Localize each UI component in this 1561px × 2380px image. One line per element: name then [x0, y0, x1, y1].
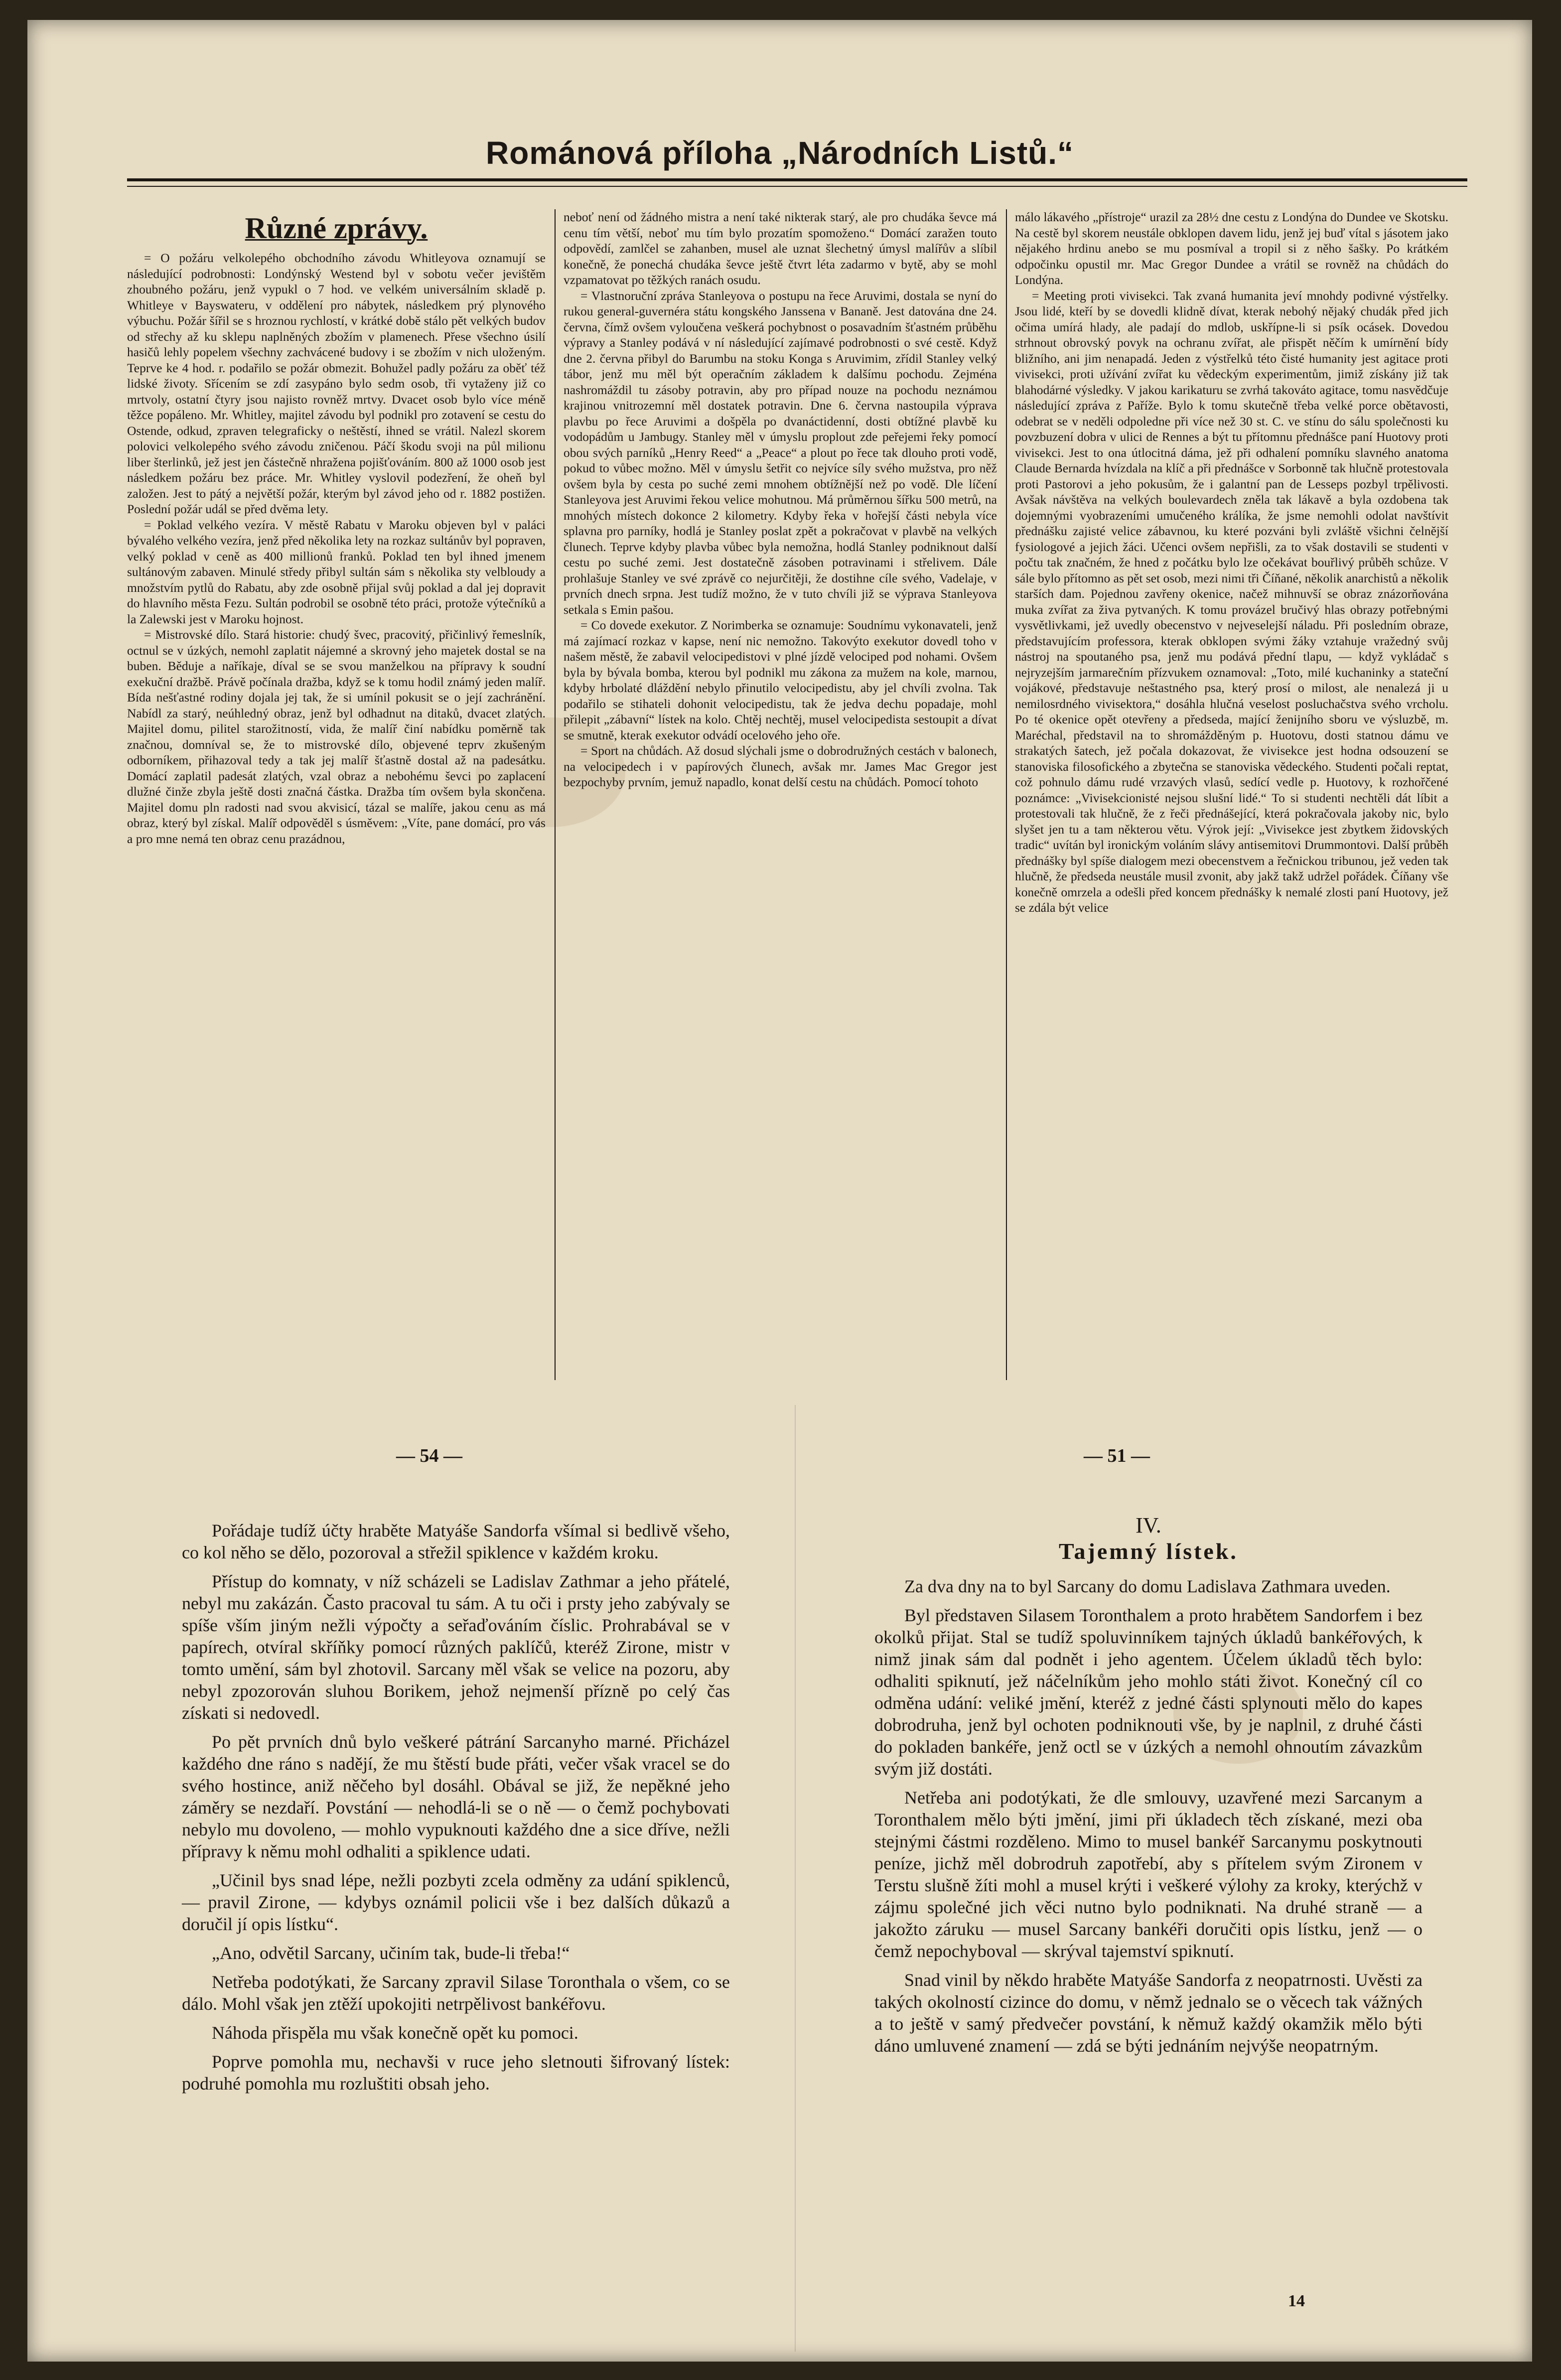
news-item: = Poklad velkého vezíra. V městě Rabatu v Maroku objeven byl v paláci bývalého velkého vezíra, jenž před několika lety na rozkaz sultánův byl popraven, velký poklad v ceně as 400 millionů franků. Poklad ten byl ihned jmenem sultánovým zabaven. Minulé středy přibyl sultán sám s několika sty velbloudy a množstvím pytlů do Rabatu, aby zde osobně přijal svůj poklad a dal jej dopravit do hlavního města Fezu. Sultán podrobil se osobně této práci, protože výtečníků a la Zalewski jest v Maroku hojnost. — [127, 517, 546, 626]
news-item: málo lákavého „přístroje“ urazil za 28½ dne cestu z Londýna do Dundee ve Skotsku. Na cestě byl skorem neustále obklopen davem lidu, jenž jej buď vítal s jásotem jako nějakého hrdinu anebo se mu posmíval a tropil si z něho šašky. Po krátkém odpočinku opustil mr. Mac Gregor Dundee a vrátil se rovněž na chůdách do Londýna. — [1015, 210, 1448, 287]
novel-paragraph: Byl představen Silasem Toronthalem a proto hrabětem Sandorfem i bez okolků přijat. Stal se tudíž spoluvinníkem tajných úkladů bankéřových, k nimž jinak sám dal podnět i jeho agentem. Účelem úkladů těch bylo: odhaliti spiknutí, jež náčelníkům jeho mohlo státi život. Konečný cíl co odměna udání: veliké jmění, kteréž z jedné části splynouti mělo do kapes dobrodruha, jenž byl ochoten podniknouti vše, by je naplnil, z druhé části do pokladen bankéře, jenž octl se v úzkých a nemohl ohnoutím závazkům svým již dostáti. — [874, 1605, 1422, 1779]
page-number-left: — 54 — — [396, 1445, 462, 1466]
novel-paragraph: Po pět prvních dnů bylo veškeré pátrání Sarcanyho marné. Přicházel každého dne ráno s nadějí, že mu štěstí bude přáti, večer však vracel se do svého hostince, aniž něčeho byl dosáhl. Obával se již, že nepěkné jeho záměry se nezdaří. Povstání — nehodlá-li se o ně — o čemž pochybovati nebylo mu dovoleno, — mohlo vypuknouti každého dne a sice dříve, nežli přípravy k němu mohl odhaliti a spiklence udati. — [182, 1732, 730, 1861]
chapter-title: Tajemný lístek. — [1059, 1539, 1238, 1564]
novel-paragraph: Snad vinil by někdo hraběte Matyáše Sandorfa z neopatrnosti. Uvěsti za takých okolností cizince do domu, v němž jednalo se o věcech tak vážných a to ještě v samý předvečer povstání, k němuž každý okamžik mělo býti dáno umluvené znamení — zdá se býti jednáním nejvýše neopatrným. — [874, 1970, 1422, 2056]
news-item: = Sport na chůdách. Až dosud slýchali jsme o dobrodružných cestách v balonech, na velocipedech i v papírových člunech, avšak mr. James Mac Gregor jest bezpochyby prvním, jemuž napadlo, konat delší cestu na chůdách. Pomocí tohoto — [564, 743, 997, 789]
novel-paragraph: Netřeba ani podotýkati, že dle smlouvy, uzavřené mezi Sarcanym a Toronthalem mělo býti jmění, jimi při úkladech těch získané, mezi oba stejnými částmi rozděleno. Mimo to musel bankéř Sarcanymu poskytnouti peníze, jichž měl dobrodruh zapotřebí, aby s přítelem svým Zironem v Terstu slušně žíti mohl a musel krýti i veškeré výlohy za kroky, kterýchž v zájmu společné jich věci nutno bylo podniknati. Na druhé straně — a jakožto záruku — musel Sarcany bankéři doručiti opis lístku, jenž — o čemž nepochyboval — skrýval tajemství spiknutí. — [874, 1788, 1422, 1961]
chapter-number: IV. — [1135, 1513, 1161, 1538]
page-header: Románová příloha „Národních Listů.“ — [486, 135, 1074, 171]
header-rule-thin — [127, 186, 1467, 187]
novel-page-left — [182, 1520, 730, 2101]
header-rule — [127, 178, 1467, 181]
news-item: neboť není od žádného mistra a není také nikterak starý, ale pro chudáka ševce má cenu tím větší, neboť mu tím bylo prozatím spomoženo.“ Domácí zaražen touto odpovědí, zamlčel se zahanben, musel ale uznat šlechetný úmysl malířův a slíbil konečně, že ponechá chudáka ševce ještě čtvrt léta zadarmo v bytě, aby se mohl vzpamatovat po těžkých ranách osudu. — [564, 210, 997, 287]
novel-paragraph: Náhoda přispěla mu však konečně opět ku pomoci. — [212, 2023, 578, 2043]
novel-paragraph: „Ano, odvětil Sarcany, učiním tak, bude-li třeba!“ — [212, 1943, 570, 1963]
novel-paragraph: Za dva dny na to byl Sarcany do domu Ladislava Zathmara uveden. — [904, 1576, 1391, 1596]
novel-paragraph: Přístup do komnaty, v níž scházeli se Ladislav Zathmar a jeho přátelé, nebyl mu zakázán. Často pracoval tu sám. A tu oči i prsty jeho zabývaly se spíše vším jiným nežli výpočty a seřaďováním číslic. Prohrabával se v papírech, otvíral skříňky pomocí různých paklíčů, kteréž Zirone, mistr v tomto umění, sám byl zhotovil. Sarcany měl však se velice na pozoru, aby nebyl zpozorován sluhou Borikem, jehož nejmenší přízně po celý čas získati si nedovedl. — [182, 1571, 730, 1723]
column-divider — [1006, 209, 1007, 1380]
page-number-bottom: 14 — [1288, 2292, 1305, 2310]
news-column-2 — [564, 209, 997, 790]
page-number-right: — 51 — — [1084, 1445, 1150, 1466]
novel-paragraph: Poprve pomohla mu, nechavši v ruce jeho sletnouti šifrovaný lístek: podruhé pomohla mu rozluštiti obsah jeho. — [182, 2052, 730, 2094]
news-item: = Vlastnoruční zpráva Stanleyova o postupu na řece Aruvimi, dostala se nyní do rukou general-guvernéra státu kongského Janssena v Bananě. Jest datována dne 24. června, čímž ovšem vyloučena veškerá pochybnost o posavadním šťastném průběhu výpravy a Stanley podává v ní následující zajímavé podrobnosti o své cestě. Když dne 2. června přibyl do Barumbu na stoku Konga s Aruvimim, zřídil Stanley velký tábor, jenž mu měl být operačním základem k dalšímu pochodu. Zejména nashromáždil tu zásoby potravin, aby pro případ nouze na pochodu neznámou krajinou vnitrozemní měl dostatek potravin. Dne 6. června nastoupila výprava plavbu po řece Aruvimi a došpěla po dvanáctidenní, dosti obtížné plavbě ku vodopádům u Jambugy. Stanley měl v úmyslu proplout zde peřejemi řeky pomocí obou svých parníků „Henry Reed“ a „Peace“ a plout po řece tak dlouho proti vodě, pokud to vůbec možno. Měl v úmyslu šetřit co nejvíce síly svého mužstva, pro něž ovšem byla by cesta po suché zemi mnohem obtížnější než po vodě. Dle líčení Stanleyova jest Aruvimi řekou velice mohutnou. Má průměrnou šířku 500 metrů, na mnohých místech dokonce 2 kilometry. Kdyby řeka v hořejší části nebyla více splavna pro parníky, hodlá je Stanley poslat zpět a pokračovat v plavbě na velkých člunech. Teprve kdyby plavba vůbec byla nemožna, hodlá Stanley podniknout další cestu po suché zemi. Jest dostatečně zásoben potravinami i střelivem. Dále prohlašuje Stanley ve své zprávě co nejurčitěji, že dostihne cíle svého, Vadelaje, v prvních dnech srpna. Jest tudíž možno, že v tuto chvíli již se výprava Stanleyova setkala s Emin pašou. — [564, 288, 997, 617]
news-column-1 — [127, 209, 546, 846]
news-item: = Co dovede exekutor. Z Norimberka se oznamuje: Soudnímu vykonavateli, jenž má zajímací rozkaz v kapse, není nic nemožno. Takovýto exekutor dovedl toho v našem městě, že zabavil velocipedistovi v plné jízdě velociped pod nohami. Ovšem byla by bývala bomba, kterou byl podnikl mu zákona za mužem na kole, marnou, kdyby hrbolaté dláždění nebylo přinutilo velocipedistu, aby jel chvíli zvolna. Tak podařilo se stihateli dohonit velocipedistu, tak že jedva dechu popadaje, mohl přilepit „zábavní“ lístek na kolo. Chtěj nechtěj, musel velocipedista sestoupit a dívat se smutně, kterak exekutor odvádí ocelového jeho oře. — [564, 618, 997, 742]
novel-paragraph: Netřeba podotýkati, že Sarcany zpravil Silase Toronthala o všem, co se dálo. Mohl však jen ztěží upokojiti netrpělivost bankéřovu. — [182, 1972, 730, 2014]
column-divider — [555, 209, 556, 1380]
section-heading: Různé zprávy. — [245, 212, 428, 245]
novel-paragraph: Pořádaje tudíž účty hraběte Matyáše Sandorfa všímal si bedlivě všeho, co kol něho se dělo, pozoroval a střežil spiklence v každém kroku. — [182, 1521, 730, 1562]
news-item: = Mistrovské dílo. Stará historie: chudý švec, pracovitý, přičinlivý řemeslník, octnul se v úzkých, nemohl zaplatit nájemné a skrovný jeho majetek dostal se na buben. Běduje a naříkaje, díval se se svou manželkou na přípravy k soudní exekuční dražbě. Právě počínala dražba, když se k tomu hodil známý jeden malíř. Bída nešťastné rodiny dojala jej tak, že si umínil pokusit se o její zachránění. Nabídl za starý, neúhledný obraz, jenž byl odhadnut na ditaků, dvacet zlatých. Majitel domu, pilitel starožitností, vida, že malíř činí nabídku poměrně tak značnou, domníval se, že to mistrovské dílo, objevené teprv zkušeným odborníkem, přihazoval tedy a tak jej malíř šťastně dostal až na padesátku. Domácí zaplatil padesát zlatých, vzal obraz a nebohému ševci po zaplacení dlužné činže zbyla ještě dosti značná částka. Dražba tím ovšem byla skončena. Majitel domu pln radosti nad svou akvisicí, tázal se malíře, jakou cenu as má obraz, který byl získal. Malíř odpověděl s úsměvem: „Víte, pane domácí, pro vás a pro mne nemá ten obraz cenu prazádnou, — [127, 627, 546, 846]
news-item: = Meeting proti vivisekci. Tak zvaná humanita jeví mnohdy podivné výstřelky. Jsou lidé, kteří by se dovedli klidně dívat, kterak nebohý nějaký chudák před jich očima umírá hlady, ale padají do mdlob, uskřípne-li si psík ocásek. Dovedou strhnout obrovský povyk na ochranu zvířat, ale přispět něčím k umírnění bídy bližního, ani jim nenapadá. Jeden z výstřelků této čisté humanity jest agitace proti vivisekci, proti užívání zvířat ku vědeckým experimentům, jimiž získány již tak blahodárné výsledky. V jakou karikaturu se zvrhá takováto agitace, tomu nasvědčuje následující zpráva z Paříže. Bylo k tomu skutečně třeba velké porce obětavosti, odebrat se v neděli odpoledne při více než 30 st. C. ve stínu do sálu společnosti ku povzbuzení dobra v ulici de Rennes a být tu přítomnu přednášce paní Huotovy proti vivisekci. Jest to ona útlocitná dáma, jež při odhalení pomníku slavného anatoma Claude Bernarda hvízdala na klíč a při přednášce v Sorbonně tak hlučně protestovala proti Pastorovi a jeho pokusům, že i galantní pan de Lesseps pozbyl trpělivosti. Avšak návštěva na velkých boulevardech zněla tak lákavě a byla ozdobena tak dojemnými vyobrazeními umučeného králíka, že jsme nemohli odolat navštívit přednášku zajisté velice zábavnou, ku které pozváni byli zvláště všichni čelnější fysiologové a jejich žáci. Učenci ovšem nepřišli, za to však dostavili se studenti v počtu tak značném, že hned z počátku bylo lze očekávat bouřlivý průběh schůze. V sále bylo přítomno as pět set osob, mezi nimi tři Číňané, několik anarchistů a několik starších dam. Pojednou zavřeny okenice, načež mihnuvší se obraz znázorňována muka zvířat za živa pytvaných. K tomu provázel bručivý hlas obrazy potřebnými vysvětlivkami, jež uvedly obecenstvo v nejveselejší náladu. Při posledním obraze, představujícím professora, kterak obklopen svými žáky vztahuje vražedný svůj nástroj na spoutaného psa, jenž mu podává přední tlapu, — když vykládač s nejryzejším jarmarečním přízvukem oznamoval: „Toto, milé kuchaninky a stateční vojákové, představuje neštastného psa, který prosí o milost, ale nenalezá ji u nemilosrdného vivisektora,“ dosáhla hlučná veselost posluchačstva svého vrcholu. Po té okenice opět otevřeny a předseda, mající ženijního sboru ve výsluzbě, m. Maréchal, představil na to shromážděným p. Huotovu, dosti statnou dámu ve strakatých šatech, jež počala dokazovat, že vivisekce jest hodna odsouzení se stanoviska filosofického a zbytečna se stanoviska vědeckého. Studenti počali reptat, což pohnulo dámu rudé vrzavých vlasů, sedící vedle p. Huotovy, k rozhořčené poznámce: „Vivisekcionisté nejsou slušní lidé.“ To si studenti nechtěli dát líbit a protestovali tak hlučně, že z řeči přednášející, která pokračovala jakoby nic, bylo slyšet jen tu a tam některou větu. Výrok její: „Vivisekce jest zbytkem židovských tradic“ uvítán byl ironickým voláním slávy antisemitovi Drummontovi. Další průběh přednášky byl spíše dialogem mezi obecenstvem a řečnickou tribunou, jež veden tak hlučně, že předseda neustále musil zvonit, aby jakž takž udržel pořádek. Číňany vše konečně omrzela a odešli před koncem přednášky k nemalé zlosti paní Huotovy, jež se zdála být velice — [1015, 288, 1448, 915]
page-fold — [795, 1405, 796, 2352]
novel-page-right — [874, 1515, 1422, 2064]
news-item: = O požáru velkolepého obchodního závodu Whitleyova oznamují se následující podrobnosti: Londýnský Westend byl v sobotu večer jevištěm zhoubného požáru, jenž vypukl o 7 hod. ve velkém universálním skladě p. Whitleye v Bayswateru, v oddělení pro nábytek, následkem prý plynového výbuchu. Požár šířil se s hroznou rychlostí, v krátké době stálo pět velkých budov od střechy až ku sklepu naplněných zbožím v plamenech. Přese všechno úsilí hasičů lehly popelem všechny zachvácené budovy i se zbožím v nich uloženým. Teprve ke 4 hod. r. podařilo se požár obmezit. Bohužel padly požáru za oběť též lidské životy. Sřícením se zdí zasypáno bylo sedm osob, tři vytaženy již co mrtvoly, ostatní čtyry jsou najisto rovněž mrtvy. Dvacet osob bylo více méně těžce popáleno. Mr. Whitley, majitel závodu byl podnikl pro zotavení se cestu do Ostende, odkud, zpraven telegraficky o neštěstí, ihned se vrátil. Nalezl skorem polovici velkolepého svého závodu zničenou. Páčí škodu svoji na půl milionu liber šterlinků, jež jest jen částečně nhražena pojišťováním. 800 až 1000 osob jest následkem požáru bez práce. Mr. Whitley vyslovil podezření, že oheň byl založen. Jest to pátý a největší požár, kterým byl závod jeho od r. 1882 postižen. Poslední požár udál se před dvěma lety. — [127, 251, 546, 516]
newspaper-page — [27, 20, 1532, 2362]
novel-paragraph: „Učinil bys snad lépe, nežli pozbyti zcela odměny za udání spiklenců, — pravil Zirone, — kdybys oznámil policii vše i bez dalších důkazů a doručil jí opis lístku“. — [182, 1870, 730, 1934]
news-column-3 — [1015, 209, 1448, 916]
